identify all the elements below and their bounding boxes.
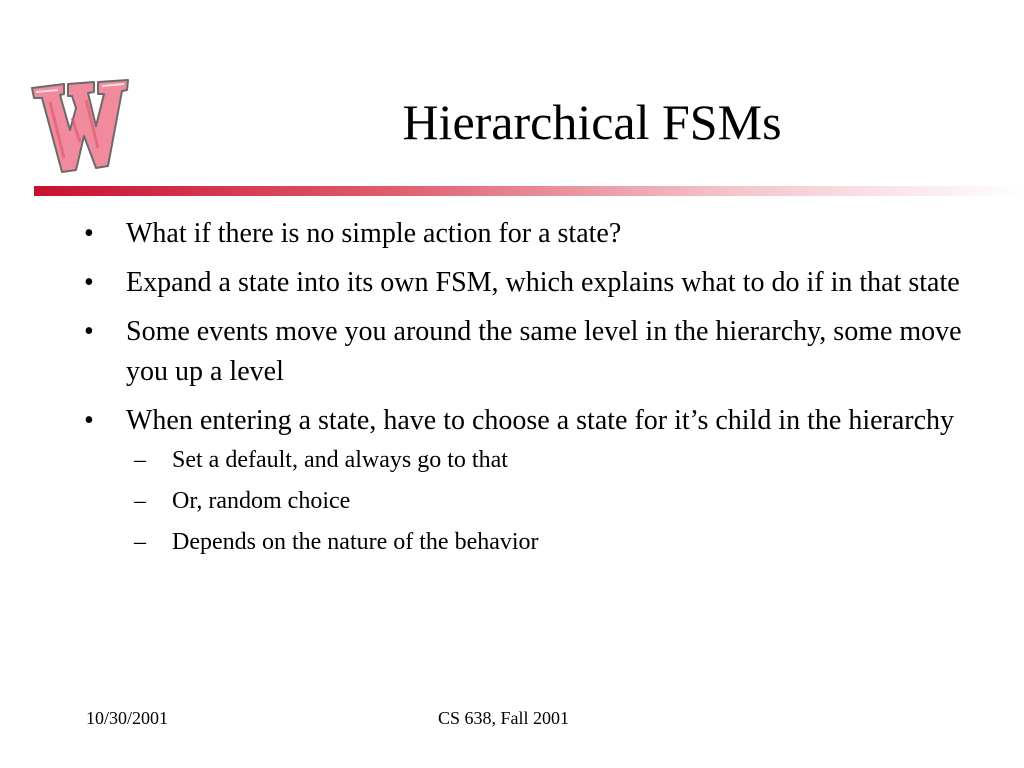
title-divider — [34, 186, 1024, 196]
sub-bullet-list — [126, 443, 964, 559]
wisconsin-w-logo — [28, 78, 132, 178]
sub-bullet-item — [126, 484, 964, 518]
bullet-text: When entering a state, have to choose a state for it’s child in the hierarchy — [126, 405, 955, 436]
sub-bullet-marker: – — [134, 447, 146, 473]
bullet-marker: • — [84, 405, 94, 436]
bullet-text: Some events move you around the same level in the hierarchy, some move you up a level — [126, 316, 962, 387]
slide-title: Hierarchical FSMs — [402, 94, 782, 150]
sub-bullet-text: Set a default, and always go to that — [172, 447, 508, 473]
bullet-text: Expand a state into its own FSM, which explains what to do if in that state — [126, 267, 960, 298]
sub-bullet-item — [126, 525, 964, 559]
bullet-item — [84, 263, 964, 303]
bullet-marker: • — [84, 267, 94, 298]
sub-bullet-marker: – — [134, 529, 146, 555]
bullet-marker: • — [84, 316, 94, 347]
bullet-list — [84, 214, 964, 568]
footer-date: 10/30/2001 — [86, 708, 169, 728]
w-logo-icon — [28, 78, 132, 178]
bullet-item — [84, 401, 964, 559]
bullet-item — [84, 312, 964, 392]
bullet-text: What if there is no simple action for a state? — [126, 218, 622, 249]
bullet-item — [84, 214, 964, 254]
sub-bullet-text: Depends on the nature of the behavior — [172, 529, 539, 555]
bullet-marker: • — [84, 218, 94, 249]
sub-bullet-marker: – — [134, 488, 146, 514]
footer-course: CS 638, Fall 2001 — [438, 708, 570, 728]
sub-bullet-text: Or, random choice — [172, 488, 351, 514]
sub-bullet-item — [126, 443, 964, 477]
